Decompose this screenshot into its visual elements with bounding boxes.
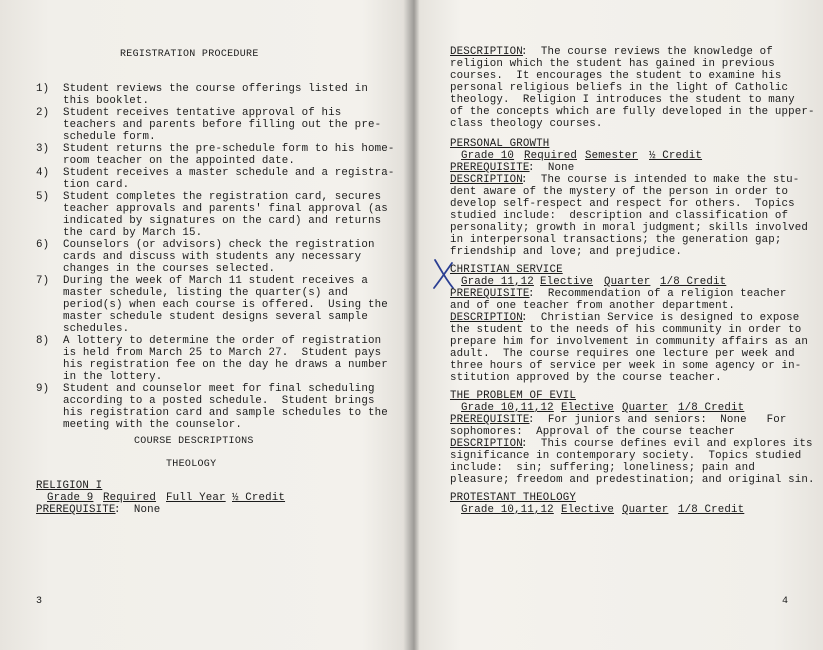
right-page — [414, 0, 823, 650]
step-text: meeting with the counselor. — [63, 419, 242, 431]
step-number: 3) — [36, 143, 50, 155]
step-text: teachers and parents before filling out the pre- — [63, 119, 382, 131]
page-number: 3 — [36, 596, 43, 607]
registration-procedure-title: REGISTRATION PROCEDURE — [120, 49, 259, 60]
step-number: 6) — [36, 239, 50, 251]
step-number: 5) — [36, 191, 50, 203]
course-grade: Grade 10 — [461, 150, 515, 162]
course-status: Required — [103, 492, 157, 504]
step-text: indicated by signatures on the card) and returns — [63, 215, 382, 227]
course-status: Required — [524, 150, 578, 162]
prerequisite-label: PREREQUISITE — [450, 414, 530, 426]
step-text: Student receives tentative approval of his — [63, 107, 342, 119]
step-text: teacher approvals and parents' final approval (as — [63, 203, 388, 215]
step-text: room teacher on the appointed date. — [63, 155, 296, 167]
description-text: in interpersonal transactions; the generation gap; — [450, 234, 782, 246]
course-title: PROTESTANT THEOLOGY — [450, 492, 576, 504]
description-text: include: sin; suffering; loneliness; pain and — [450, 462, 755, 474]
description-label: DESCRIPTION — [450, 174, 523, 186]
course-title: CHRISTIAN SERVICE — [450, 264, 563, 276]
description-text: pleasure; freedom and predestination; and original sin. — [450, 474, 815, 486]
step-text: Student returns the pre-schedule form to his home- — [63, 143, 395, 155]
course-status: Elective — [540, 276, 594, 288]
step-text: period(s) when each course is offered. Using the — [63, 299, 388, 311]
description-label: DESCRIPTION — [450, 46, 523, 58]
description-text: friendship and love; and prejudice. — [450, 246, 683, 258]
step-text: Student reviews the course offerings listed in — [63, 83, 368, 95]
prerequisite-label: PREREQUISITE — [450, 162, 530, 174]
step-text: Counselors (or advisors) check the registration — [63, 239, 375, 251]
prerequisite-text: : Recommendation of a religion teacher — [528, 288, 787, 300]
step-text: changes in the courses selected. — [63, 263, 276, 275]
step-text: master schedule student designs several sample — [63, 311, 368, 323]
course-duration: Quarter — [622, 504, 669, 516]
description-text: significance in contemporary society. Topics studied — [450, 450, 802, 462]
prerequisite-value: : None — [528, 162, 575, 174]
step-text: schedule form. — [63, 131, 156, 143]
course-duration: Full Year — [166, 492, 226, 504]
step-text: cards and discuss with students any necessary — [63, 251, 362, 263]
description-text: : This course defines evil and explores its — [521, 438, 813, 450]
description-text: adult. The course requires one lecture per week and — [450, 348, 795, 360]
description-text: develop self-respect and respect for others. Topics — [450, 198, 795, 210]
step-text: tion card. — [63, 179, 130, 191]
course-grade: Grade 10,11,12 — [461, 402, 554, 414]
step-text: master schedule, listing the quarter(s) and — [63, 287, 349, 299]
description-text: : The course is intended to make the stu- — [521, 174, 800, 186]
prerequisite-text: : For juniors and seniors: None For — [528, 414, 787, 426]
step-text: A lottery to determine the order of registration — [63, 335, 382, 347]
step-text: During the week of March 11 student receives a — [63, 275, 368, 287]
description-text: stitution approved by the course teacher. — [450, 372, 722, 384]
prerequisite-text: sophomores: Approval of the course teacher — [450, 426, 736, 438]
step-text: his registration fee on the day he draws a number — [63, 359, 388, 371]
step-number: 1) — [36, 83, 50, 95]
description-text: of the concepts which are fully developed in the upper- — [450, 106, 815, 118]
step-text: Student and counselor meet for final scheduling — [63, 383, 375, 395]
course-credit: ½ Credit — [232, 492, 286, 504]
step-text: Student receives a master schedule and a registra- — [63, 167, 395, 179]
prerequisite-text: and of one teacher from another department. — [450, 300, 736, 312]
description-text: courses. It encourages the student to examine his — [450, 70, 782, 82]
prerequisite-label: PREREQUISITE — [450, 288, 530, 300]
course-grade: Grade 11,12 — [461, 276, 534, 288]
course-grade: Grade 9 — [47, 492, 94, 504]
description-text: studied include: description and classification of — [450, 210, 789, 222]
step-number: 7) — [36, 275, 50, 287]
description-text: personal religious beliefs in the light of Catholic — [450, 82, 789, 94]
prerequisite-value: : None — [114, 504, 161, 516]
step-text: in the lottery. — [63, 371, 163, 383]
course-credit: 1/8 Credit — [678, 402, 745, 414]
description-text: dent aware of the mystery of the person in order to — [450, 186, 789, 198]
step-text: schedules. — [63, 323, 130, 335]
step-text: his registration card and sample schedules to the — [63, 407, 388, 419]
description-text: personality; growth in moral judgment; skills involved — [450, 222, 808, 234]
course-credit: 1/8 Credit — [678, 504, 745, 516]
description-label: DESCRIPTION — [450, 312, 523, 324]
course-descriptions-heading: COURSE DESCRIPTIONS — [134, 436, 254, 447]
theology-heading: THEOLOGY — [166, 459, 217, 470]
course-duration: Quarter — [622, 402, 669, 414]
description-text: three hours of service per week in some agency or in- — [450, 360, 802, 372]
course-status: Elective — [561, 402, 615, 414]
step-number: 8) — [36, 335, 50, 347]
step-number: 9) — [36, 383, 50, 395]
description-text: : Christian Service is designed to expose — [521, 312, 800, 324]
course-title: THE PROBLEM OF EVIL — [450, 390, 576, 402]
step-number: 2) — [36, 107, 50, 119]
step-text: Student completes the registration card, secures — [63, 191, 382, 203]
course-grade: Grade 10,11,12 — [461, 504, 554, 516]
step-text: the card by March 15. — [63, 227, 203, 239]
step-text: is held from March 25 to March 27. Student pays — [63, 347, 382, 359]
description-text: prepare him for involvement in community affairs as an — [450, 336, 808, 348]
step-text: according to a posted schedule. Student brings — [63, 395, 375, 407]
step-number: 4) — [36, 167, 50, 179]
course-title: PERSONAL GROWTH — [450, 138, 550, 150]
course-credit: 1/8 Credit — [660, 276, 727, 288]
description-label: DESCRIPTION — [450, 438, 523, 450]
course-credit: ½ Credit — [649, 150, 703, 162]
prerequisite-label: PREREQUISITE — [36, 504, 116, 516]
course-title: RELIGION I — [36, 480, 103, 492]
course-duration: Semester — [585, 150, 639, 162]
course-duration: Quarter — [604, 276, 651, 288]
description-text: class theology courses. — [450, 118, 603, 130]
description-text: religion which the student has gained in previous — [450, 58, 775, 70]
description-text: theology. Religion I introduces the student to many — [450, 94, 795, 106]
page-number: 4 — [782, 596, 789, 607]
description-text: the student to the needs of his community in order to — [450, 324, 802, 336]
description-text: : The course reviews the knowledge of — [521, 46, 773, 58]
course-status: Elective — [561, 504, 615, 516]
step-text: this booklet. — [63, 95, 150, 107]
